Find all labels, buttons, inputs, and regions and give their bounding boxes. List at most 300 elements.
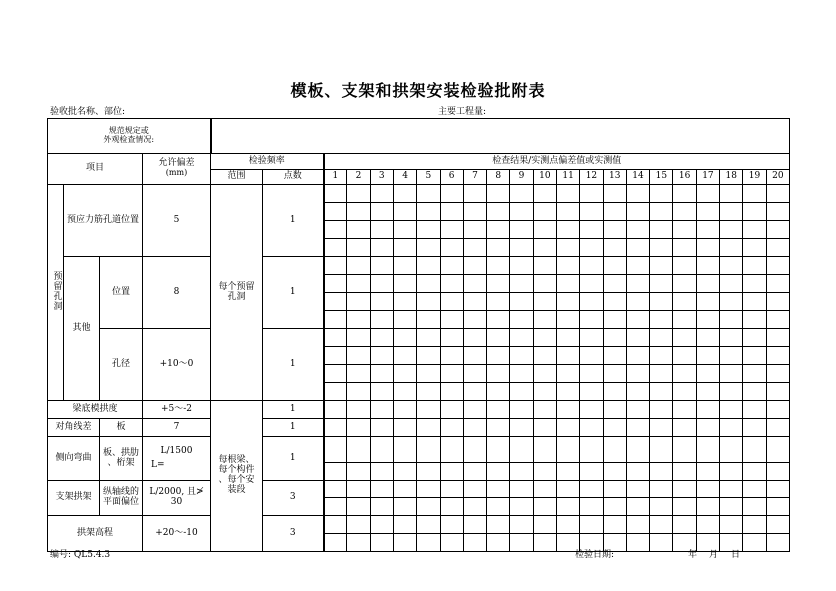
result-cell[interactable] xyxy=(533,329,556,347)
result-cell[interactable] xyxy=(393,185,416,203)
result-cell[interactable] xyxy=(626,516,649,534)
result-cell[interactable] xyxy=(603,481,626,498)
result-cell[interactable] xyxy=(533,401,556,419)
result-cell[interactable] xyxy=(766,383,789,401)
result-cell[interactable] xyxy=(696,293,719,311)
result-cell[interactable] xyxy=(417,329,440,347)
result-cell[interactable] xyxy=(487,419,510,437)
result-cell[interactable] xyxy=(417,203,440,221)
result-cell[interactable] xyxy=(393,498,416,516)
result-cell[interactable] xyxy=(626,203,649,221)
result-cell[interactable] xyxy=(440,401,463,419)
result-cell[interactable] xyxy=(347,481,370,498)
result-cell[interactable] xyxy=(766,419,789,437)
result-cell[interactable] xyxy=(696,329,719,347)
result-cell[interactable] xyxy=(393,293,416,311)
result-cell[interactable] xyxy=(743,185,766,203)
result-cell[interactable] xyxy=(393,239,416,257)
result-cell[interactable] xyxy=(440,275,463,293)
result-cell[interactable] xyxy=(510,257,533,275)
result-cell[interactable] xyxy=(603,401,626,419)
result-cell[interactable] xyxy=(673,383,696,401)
result-cell[interactable] xyxy=(533,203,556,221)
result-cell[interactable] xyxy=(720,311,743,329)
result-cell[interactable] xyxy=(580,257,603,275)
result-cell[interactable] xyxy=(347,463,370,481)
result-cell[interactable] xyxy=(766,534,789,552)
result-cell[interactable] xyxy=(626,221,649,239)
result-cell[interactable] xyxy=(417,534,440,552)
result-cell[interactable] xyxy=(673,203,696,221)
result-cell[interactable] xyxy=(720,275,743,293)
result-cell[interactable] xyxy=(370,516,393,534)
result-cell[interactable] xyxy=(650,239,673,257)
result-cell[interactable] xyxy=(696,498,719,516)
result-cell[interactable] xyxy=(766,329,789,347)
result-cell[interactable] xyxy=(580,347,603,365)
result-cell[interactable] xyxy=(510,293,533,311)
result-cell[interactable] xyxy=(393,275,416,293)
result-cell[interactable] xyxy=(626,311,649,329)
result-cell[interactable] xyxy=(673,221,696,239)
result-cell[interactable] xyxy=(696,257,719,275)
result-cell[interactable] xyxy=(650,203,673,221)
result-cell[interactable] xyxy=(417,275,440,293)
result-cell[interactable] xyxy=(463,383,486,401)
result-cell[interactable] xyxy=(370,221,393,239)
result-cell[interactable] xyxy=(324,498,347,516)
result-cell[interactable] xyxy=(393,534,416,552)
result-cell[interactable] xyxy=(324,481,347,498)
result-cell[interactable] xyxy=(556,498,579,516)
result-cell[interactable] xyxy=(417,463,440,481)
result-cell[interactable] xyxy=(393,383,416,401)
result-cell[interactable] xyxy=(324,365,347,383)
result-cell[interactable] xyxy=(626,437,649,463)
result-cell[interactable] xyxy=(510,516,533,534)
result-cell[interactable] xyxy=(463,311,486,329)
result-cell[interactable] xyxy=(533,347,556,365)
result-cell[interactable] xyxy=(626,463,649,481)
result-cell[interactable] xyxy=(743,401,766,419)
result-cell[interactable] xyxy=(324,463,347,481)
result-cell[interactable] xyxy=(510,534,533,552)
result-cell[interactable] xyxy=(347,185,370,203)
result-cell[interactable] xyxy=(347,401,370,419)
result-cell[interactable] xyxy=(580,311,603,329)
result-cell[interactable] xyxy=(556,257,579,275)
result-cell[interactable] xyxy=(510,463,533,481)
result-cell[interactable] xyxy=(556,293,579,311)
result-cell[interactable] xyxy=(533,516,556,534)
result-cell[interactable] xyxy=(347,329,370,347)
result-cell[interactable] xyxy=(510,239,533,257)
result-cell[interactable] xyxy=(650,365,673,383)
result-cell[interactable] xyxy=(696,221,719,239)
result-cell[interactable] xyxy=(720,481,743,498)
result-cell[interactable] xyxy=(556,221,579,239)
result-cell[interactable] xyxy=(463,437,486,463)
result-cell[interactable] xyxy=(673,419,696,437)
result-cell[interactable] xyxy=(370,329,393,347)
result-cell[interactable] xyxy=(510,498,533,516)
result-cell[interactable] xyxy=(370,498,393,516)
result-cell[interactable] xyxy=(720,203,743,221)
result-cell[interactable] xyxy=(370,275,393,293)
result-cell[interactable] xyxy=(463,498,486,516)
result-cell[interactable] xyxy=(556,401,579,419)
result-cell[interactable] xyxy=(393,516,416,534)
result-cell[interactable] xyxy=(440,365,463,383)
result-cell[interactable] xyxy=(510,203,533,221)
result-cell[interactable] xyxy=(393,311,416,329)
result-cell[interactable] xyxy=(324,311,347,329)
result-cell[interactable] xyxy=(440,498,463,516)
result-cell[interactable] xyxy=(533,383,556,401)
result-cell[interactable] xyxy=(417,347,440,365)
result-cell[interactable] xyxy=(720,347,743,365)
result-cell[interactable] xyxy=(370,534,393,552)
result-cell[interactable] xyxy=(626,481,649,498)
result-cell[interactable] xyxy=(440,221,463,239)
result-cell[interactable] xyxy=(743,275,766,293)
result-cell[interactable] xyxy=(440,347,463,365)
result-cell[interactable] xyxy=(766,257,789,275)
result-cell[interactable] xyxy=(417,239,440,257)
result-cell[interactable] xyxy=(580,498,603,516)
result-cell[interactable] xyxy=(580,239,603,257)
result-cell[interactable] xyxy=(370,419,393,437)
result-cell[interactable] xyxy=(393,221,416,239)
result-cell[interactable] xyxy=(324,516,347,534)
result-cell[interactable] xyxy=(324,257,347,275)
result-cell[interactable] xyxy=(393,419,416,437)
result-cell[interactable] xyxy=(766,516,789,534)
result-cell[interactable] xyxy=(603,516,626,534)
result-cell[interactable] xyxy=(603,257,626,275)
result-cell[interactable] xyxy=(393,329,416,347)
result-cell[interactable] xyxy=(463,239,486,257)
result-cell[interactable] xyxy=(347,311,370,329)
result-cell[interactable] xyxy=(440,516,463,534)
result-cell[interactable] xyxy=(533,185,556,203)
result-cell[interactable] xyxy=(603,498,626,516)
result-cell[interactable] xyxy=(650,185,673,203)
result-cell[interactable] xyxy=(347,365,370,383)
result-cell[interactable] xyxy=(650,329,673,347)
result-cell[interactable] xyxy=(650,419,673,437)
result-cell[interactable] xyxy=(673,365,696,383)
result-cell[interactable] xyxy=(556,481,579,498)
result-cell[interactable] xyxy=(580,203,603,221)
result-cell[interactable] xyxy=(463,185,486,203)
result-cell[interactable] xyxy=(417,481,440,498)
result-cell[interactable] xyxy=(720,293,743,311)
result-cell[interactable] xyxy=(440,203,463,221)
result-cell[interactable] xyxy=(417,419,440,437)
result-cell[interactable] xyxy=(603,239,626,257)
result-cell[interactable] xyxy=(696,481,719,498)
result-cell[interactable] xyxy=(370,185,393,203)
result-cell[interactable] xyxy=(440,481,463,498)
result-cell[interactable] xyxy=(696,203,719,221)
result-cell[interactable] xyxy=(393,347,416,365)
result-cell[interactable] xyxy=(440,437,463,463)
result-cell[interactable] xyxy=(603,437,626,463)
result-cell[interactable] xyxy=(347,534,370,552)
result-cell[interactable] xyxy=(463,221,486,239)
result-cell[interactable] xyxy=(487,481,510,498)
result-cell[interactable] xyxy=(487,275,510,293)
result-cell[interactable] xyxy=(603,203,626,221)
result-cell[interactable] xyxy=(324,383,347,401)
result-cell[interactable] xyxy=(743,257,766,275)
result-cell[interactable] xyxy=(580,383,603,401)
result-cell[interactable] xyxy=(626,293,649,311)
result-cell[interactable] xyxy=(324,329,347,347)
result-cell[interactable] xyxy=(720,419,743,437)
result-cell[interactable] xyxy=(696,347,719,365)
result-cell[interactable] xyxy=(766,275,789,293)
result-cell[interactable] xyxy=(510,347,533,365)
result-cell[interactable] xyxy=(743,203,766,221)
result-cell[interactable] xyxy=(603,463,626,481)
result-cell[interactable] xyxy=(463,534,486,552)
result-cell[interactable] xyxy=(673,481,696,498)
result-cell[interactable] xyxy=(487,365,510,383)
result-cell[interactable] xyxy=(580,516,603,534)
result-cell[interactable] xyxy=(650,437,673,463)
result-cell[interactable] xyxy=(463,347,486,365)
result-cell[interactable] xyxy=(580,437,603,463)
result-cell[interactable] xyxy=(463,257,486,275)
result-cell[interactable] xyxy=(347,275,370,293)
result-cell[interactable] xyxy=(626,239,649,257)
result-cell[interactable] xyxy=(603,221,626,239)
result-cell[interactable] xyxy=(556,463,579,481)
result-cell[interactable] xyxy=(626,257,649,275)
result-cell[interactable] xyxy=(673,347,696,365)
result-cell[interactable] xyxy=(533,239,556,257)
result-cell[interactable] xyxy=(766,401,789,419)
result-cell[interactable] xyxy=(533,481,556,498)
result-cell[interactable] xyxy=(487,185,510,203)
result-cell[interactable] xyxy=(370,383,393,401)
result-cell[interactable] xyxy=(347,221,370,239)
result-cell[interactable] xyxy=(370,365,393,383)
result-cell[interactable] xyxy=(370,347,393,365)
result-cell[interactable] xyxy=(393,257,416,275)
result-cell[interactable] xyxy=(766,481,789,498)
result-cell[interactable] xyxy=(580,221,603,239)
result-cell[interactable] xyxy=(324,185,347,203)
result-cell[interactable] xyxy=(743,365,766,383)
result-cell[interactable] xyxy=(720,498,743,516)
result-cell[interactable] xyxy=(626,534,649,552)
result-cell[interactable] xyxy=(393,481,416,498)
result-cell[interactable] xyxy=(487,221,510,239)
result-cell[interactable] xyxy=(766,185,789,203)
result-cell[interactable] xyxy=(510,221,533,239)
result-cell[interactable] xyxy=(743,383,766,401)
result-cell[interactable] xyxy=(556,365,579,383)
result-cell[interactable] xyxy=(370,203,393,221)
result-cell[interactable] xyxy=(696,275,719,293)
result-cell[interactable] xyxy=(743,293,766,311)
result-cell[interactable] xyxy=(673,516,696,534)
result-cell[interactable] xyxy=(393,203,416,221)
result-cell[interactable] xyxy=(720,463,743,481)
result-cell[interactable] xyxy=(440,239,463,257)
result-cell[interactable] xyxy=(440,311,463,329)
result-cell[interactable] xyxy=(487,257,510,275)
result-cell[interactable] xyxy=(556,383,579,401)
result-cell[interactable] xyxy=(510,383,533,401)
result-cell[interactable] xyxy=(556,275,579,293)
result-cell[interactable] xyxy=(487,516,510,534)
result-cell[interactable] xyxy=(626,419,649,437)
result-cell[interactable] xyxy=(650,534,673,552)
result-cell[interactable] xyxy=(556,185,579,203)
result-cell[interactable] xyxy=(370,463,393,481)
result-cell[interactable] xyxy=(510,185,533,203)
result-cell[interactable] xyxy=(603,185,626,203)
result-cell[interactable] xyxy=(743,463,766,481)
result-cell[interactable] xyxy=(650,311,673,329)
result-cell[interactable] xyxy=(766,463,789,481)
result-cell[interactable] xyxy=(556,239,579,257)
result-cell[interactable] xyxy=(743,437,766,463)
result-cell[interactable] xyxy=(720,437,743,463)
result-cell[interactable] xyxy=(533,365,556,383)
result-cell[interactable] xyxy=(463,275,486,293)
result-cell[interactable] xyxy=(463,481,486,498)
result-cell[interactable] xyxy=(533,498,556,516)
result-cell[interactable] xyxy=(370,311,393,329)
result-cell[interactable] xyxy=(324,401,347,419)
result-cell[interactable] xyxy=(673,329,696,347)
result-cell[interactable] xyxy=(650,401,673,419)
result-cell[interactable] xyxy=(696,239,719,257)
result-cell[interactable] xyxy=(324,534,347,552)
result-cell[interactable] xyxy=(417,516,440,534)
result-cell[interactable] xyxy=(440,534,463,552)
result-cell[interactable] xyxy=(533,257,556,275)
result-cell[interactable] xyxy=(720,185,743,203)
result-cell[interactable] xyxy=(650,383,673,401)
result-cell[interactable] xyxy=(580,185,603,203)
result-cell[interactable] xyxy=(673,463,696,481)
result-cell[interactable] xyxy=(324,419,347,437)
result-cell[interactable] xyxy=(673,257,696,275)
result-cell[interactable] xyxy=(720,329,743,347)
result-cell[interactable] xyxy=(743,329,766,347)
result-cell[interactable] xyxy=(626,401,649,419)
result-cell[interactable] xyxy=(393,463,416,481)
result-cell[interactable] xyxy=(650,463,673,481)
result-cell[interactable] xyxy=(696,365,719,383)
result-cell[interactable] xyxy=(463,401,486,419)
result-cell[interactable] xyxy=(580,365,603,383)
result-cell[interactable] xyxy=(510,365,533,383)
result-cell[interactable] xyxy=(650,275,673,293)
result-cell[interactable] xyxy=(580,401,603,419)
result-cell[interactable] xyxy=(696,185,719,203)
result-cell[interactable] xyxy=(696,463,719,481)
result-cell[interactable] xyxy=(650,221,673,239)
result-cell[interactable] xyxy=(347,257,370,275)
result-cell[interactable] xyxy=(347,437,370,463)
result-cell[interactable] xyxy=(766,293,789,311)
result-cell[interactable] xyxy=(743,347,766,365)
result-cell[interactable] xyxy=(510,329,533,347)
result-cell[interactable] xyxy=(463,516,486,534)
result-cell[interactable] xyxy=(417,257,440,275)
result-cell[interactable] xyxy=(487,437,510,463)
result-cell[interactable] xyxy=(720,516,743,534)
result-cell[interactable] xyxy=(603,419,626,437)
result-cell[interactable] xyxy=(556,516,579,534)
result-cell[interactable] xyxy=(673,437,696,463)
result-cell[interactable] xyxy=(370,293,393,311)
result-cell[interactable] xyxy=(370,239,393,257)
result-cell[interactable] xyxy=(743,239,766,257)
result-cell[interactable] xyxy=(417,365,440,383)
result-cell[interactable] xyxy=(324,275,347,293)
result-cell[interactable] xyxy=(766,203,789,221)
result-cell[interactable] xyxy=(533,275,556,293)
result-cell[interactable] xyxy=(347,347,370,365)
result-cell[interactable] xyxy=(603,311,626,329)
result-cell[interactable] xyxy=(603,383,626,401)
result-cell[interactable] xyxy=(673,311,696,329)
result-cell[interactable] xyxy=(696,419,719,437)
result-cell[interactable] xyxy=(347,383,370,401)
result-cell[interactable] xyxy=(370,481,393,498)
result-cell[interactable] xyxy=(533,221,556,239)
result-cell[interactable] xyxy=(440,463,463,481)
result-cell[interactable] xyxy=(626,185,649,203)
result-cell[interactable] xyxy=(370,401,393,419)
result-cell[interactable] xyxy=(440,329,463,347)
result-cell[interactable] xyxy=(487,239,510,257)
result-cell[interactable] xyxy=(580,329,603,347)
result-cell[interactable] xyxy=(696,516,719,534)
result-cell[interactable] xyxy=(487,383,510,401)
result-cell[interactable] xyxy=(417,383,440,401)
result-cell[interactable] xyxy=(463,329,486,347)
result-cell[interactable] xyxy=(626,275,649,293)
result-cell[interactable] xyxy=(510,437,533,463)
result-cell[interactable] xyxy=(417,185,440,203)
result-cell[interactable] xyxy=(510,401,533,419)
result-cell[interactable] xyxy=(673,275,696,293)
result-cell[interactable] xyxy=(533,437,556,463)
result-cell[interactable] xyxy=(370,437,393,463)
result-cell[interactable] xyxy=(463,419,486,437)
result-cell[interactable] xyxy=(417,221,440,239)
result-cell[interactable] xyxy=(440,293,463,311)
result-cell[interactable] xyxy=(510,481,533,498)
result-cell[interactable] xyxy=(324,221,347,239)
result-cell[interactable] xyxy=(626,498,649,516)
result-cell[interactable] xyxy=(347,239,370,257)
result-cell[interactable] xyxy=(603,293,626,311)
result-cell[interactable] xyxy=(673,293,696,311)
result-cell[interactable] xyxy=(626,329,649,347)
result-cell[interactable] xyxy=(347,203,370,221)
result-cell[interactable] xyxy=(440,383,463,401)
